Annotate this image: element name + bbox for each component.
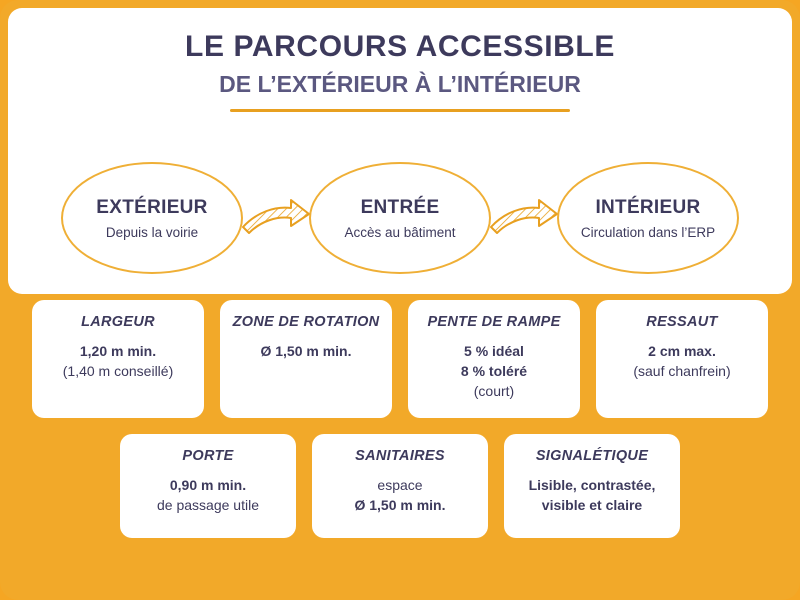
card-line: 5 % idéal	[464, 343, 524, 359]
step-description: Circulation dans l’ERP	[580, 224, 716, 240]
criteria-cards	[0, 300, 800, 538]
card-line: Ø 1,50 m min.	[260, 343, 352, 359]
card-porte	[120, 434, 296, 538]
hatched-arrow-right-icon	[239, 196, 313, 240]
card-title: PENTE DE RAMPE	[427, 314, 561, 330]
card-largeur	[32, 300, 204, 418]
card-zone-de-rotation	[220, 300, 392, 418]
card-line: visible et claire	[541, 496, 643, 513]
title-block	[8, 8, 792, 112]
card-line: de passage utile	[157, 496, 259, 513]
title-underline	[230, 109, 570, 112]
card-title: SANITAIRES	[355, 447, 445, 464]
card-line: (1,40 m conseillé)	[62, 362, 174, 379]
card-pente-de-rampe	[408, 300, 580, 418]
card-line: Lisible, contrastée,	[528, 476, 656, 493]
card-title: SIGNALÉTIQUE	[535, 447, 649, 464]
page-title: LE PARCOURS ACCESSIBLE	[185, 30, 615, 63]
card-row-2	[0, 434, 800, 538]
card-line: Ø 1,50 m min.	[354, 496, 446, 513]
card-signaletique	[504, 434, 680, 538]
card-line: espace	[377, 476, 423, 493]
step-description: Depuis la voirie	[105, 224, 199, 240]
card-ressaut	[596, 300, 768, 418]
page-subtitle: DE L’EXTÉRIEUR À L’INTÉRIEUR	[219, 70, 581, 97]
step-label: INTÉRIEUR	[595, 196, 701, 218]
card-line: (court)	[473, 382, 515, 399]
step-entree	[309, 162, 491, 274]
step-exterieur	[61, 162, 243, 274]
hatched-arrow-right-icon	[487, 196, 561, 240]
card-line: (sauf chanfrein)	[633, 362, 731, 379]
step-description: Accès au bâtiment	[344, 224, 456, 240]
card-sanitaires	[312, 434, 488, 538]
card-title: ZONE DE ROTATION	[232, 314, 380, 330]
card-row-1	[0, 300, 800, 418]
card-line: 8 % toléré	[460, 362, 528, 379]
step-interieur	[557, 162, 739, 274]
card-line: 2 cm max.	[648, 343, 716, 359]
card-title: PORTE	[182, 447, 234, 464]
step-label: ENTRÉE	[360, 196, 440, 218]
step-label: EXTÉRIEUR	[96, 196, 208, 218]
card-title: LARGEUR	[81, 314, 155, 330]
steps-flow	[8, 153, 792, 283]
card-line: 0,90 m min.	[169, 476, 247, 493]
card-line: 1,20 m min.	[79, 343, 157, 359]
card-title: RESSAUT	[646, 314, 718, 330]
header-panel	[8, 8, 792, 294]
